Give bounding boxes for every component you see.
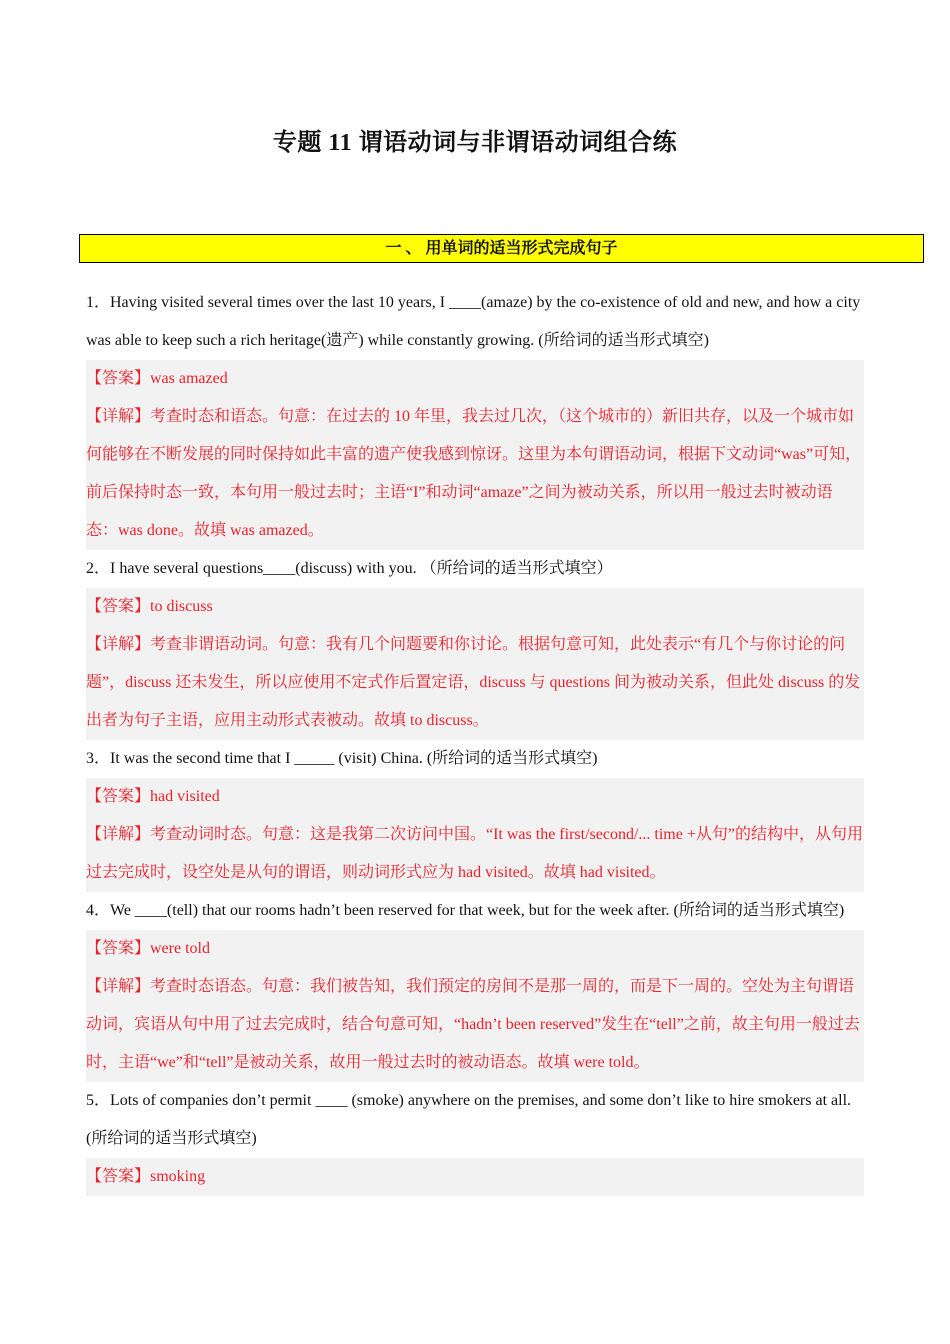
explanation-3: 【详解】考查动词时态。句意：这是我第二次访问中国。“It was the first/second/... time +从句”的结构中，从句用过去完成时，设空处是从句的谓语，则动词形式应为 had visited。故填 had visited。 bbox=[86, 826, 863, 881]
answer-2: 【答案】to discuss bbox=[86, 598, 213, 615]
explanation-2: 【详解】考查非谓语动词。句意：我有几个问题要和你讨论。根据句意可知，此处表示“有几个与你讨论的问题”，discuss 还未发生，所以应使用不定式作后置定语，discuss 与 questions 间为被动关系，但此处 discuss 的发出者为句子主语，应用主动形式表被动。故填 to discuss。 bbox=[86, 636, 861, 729]
page-title: 专题 11 谓语动词与非谓语动词组合练 bbox=[272, 130, 678, 156]
answer-block-3 bbox=[86, 778, 864, 892]
explanation-4: 【详解】考查时态语态。句意：我们被告知，我们预定的房间不是那一周的，而是下一周的。空处为主句谓语动词，宾语从句中用了过去完成时，结合句意可知，“hadn’t been reserved”发生在“tell”之前，故主句用一般过去时，主语“we”和“tell”是被动关系，故用一般过去时的被动语态。故填 were told。 bbox=[86, 978, 860, 1071]
question-4: 4．We ____(tell) that our rooms hadn’t been reserved for that week, but for the week after. (所给词的适当形式填空) bbox=[86, 902, 845, 919]
answer-block-2 bbox=[86, 588, 864, 740]
question-2: 2．I have several questions____(discuss) with you. （所给词的适当形式填空） bbox=[86, 560, 613, 577]
answer-block-5 bbox=[86, 1158, 864, 1196]
section-heading: 一 、 用单词的适当形式完成句子 bbox=[79, 234, 924, 263]
answer-4: 【答案】were told bbox=[86, 940, 210, 957]
exercise-list bbox=[86, 284, 864, 1196]
answer-1: 【答案】was amazed bbox=[86, 370, 228, 387]
answer-block-1 bbox=[86, 360, 864, 550]
answer-block-4 bbox=[86, 930, 864, 1082]
question-1: 1．Having visited several times over the last 10 years, I ____(amaze) by the co-existence of old and new, and how a city was able to keep such a rich heritage(遗产) while constantly growing. (所给词的适当形式填空) bbox=[86, 294, 861, 349]
answer-3: 【答案】had visited bbox=[86, 788, 220, 805]
question-3: 3．It was the second time that I _____ (visit) China. (所给词的适当形式填空) bbox=[86, 750, 598, 767]
answer-5: 【答案】smoking bbox=[86, 1168, 206, 1185]
question-5: 5．Lots of companies don’t permit ____ (smoke) anywhere on the premises, and some don’t like to hire smokers at all. (所给词的适当形式填空) bbox=[86, 1092, 852, 1147]
explanation-1: 【详解】考查时态和语态。句意：在过去的 10 年里，我去过几次，（这个城市的）新旧共存，以及一个城市如何能够在不断发展的同时保持如此丰富的遗产使我感到惊讶。这里为本句谓语动词，根据下文动词“was”可知，前后保持时态一致，本句用一般过去时；主语“I”和动词“amaze”之间为被动关系，所以用一般过去时被动语态：was done。故填 was amazed。 bbox=[86, 408, 862, 539]
